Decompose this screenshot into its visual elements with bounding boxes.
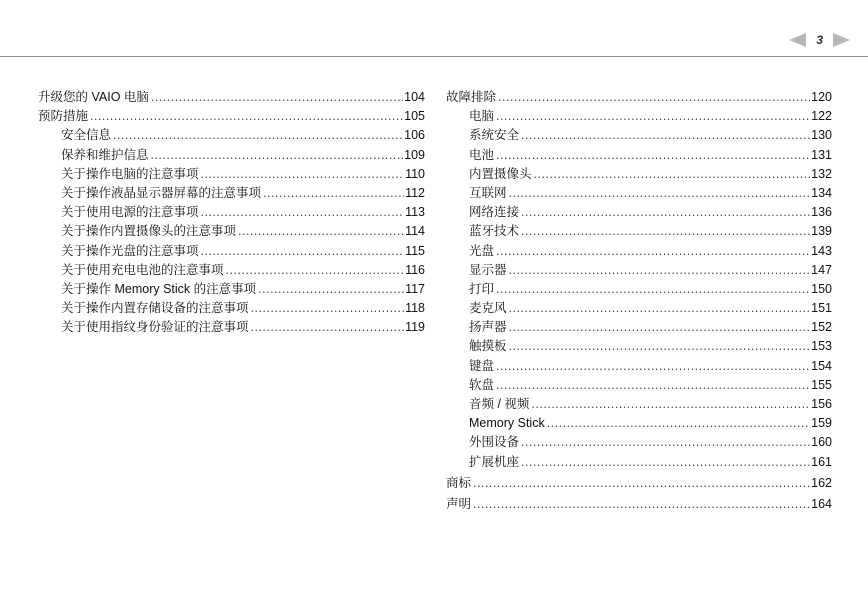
toc-entry-title: 电脑	[469, 109, 495, 124]
toc-entry-page: 115	[405, 243, 425, 258]
toc-entry-title: 电池	[469, 147, 495, 162]
toc-entry-title: 系统安全	[469, 128, 520, 143]
toc-entry-page: 160	[811, 435, 832, 450]
toc-entry[interactable]	[446, 414, 832, 433]
toc-entry-page: 105	[404, 109, 425, 124]
toc-entry-page: 151	[811, 301, 832, 316]
toc-dot-leader	[224, 261, 405, 280]
toc-dot-leader	[529, 395, 810, 414]
toc-entry[interactable]	[446, 184, 832, 203]
toc-dot-leader	[249, 299, 405, 318]
toc-entry-page: 110	[405, 166, 425, 181]
toc-dot-leader	[519, 222, 810, 241]
toc-entry-page: 132	[811, 166, 832, 181]
toc-entry[interactable]	[446, 433, 832, 452]
toc-dot-leader	[519, 453, 810, 472]
toc-dot-leader	[519, 126, 810, 145]
toc-entry-page: 114	[405, 224, 425, 239]
toc-dot-leader	[507, 337, 811, 356]
toc-entry-page: 150	[811, 281, 832, 296]
toc-dot-leader	[249, 318, 405, 337]
toc-entry-page: 134	[811, 185, 832, 200]
toc-entry[interactable]	[38, 242, 425, 261]
toc-dot-leader	[507, 318, 811, 337]
toc-entry-page: 155	[811, 377, 832, 392]
toc-dot-leader	[261, 184, 404, 203]
toc-entry[interactable]	[446, 165, 832, 184]
toc-dot-leader	[111, 126, 403, 145]
toc-dot-leader	[471, 495, 810, 514]
toc-entry-page: 122	[811, 109, 832, 124]
toc-entry[interactable]	[446, 242, 832, 261]
toc-entry-title: 麦克风	[469, 301, 507, 316]
toc-entry-title: 互联网	[469, 185, 507, 200]
previous-page-arrow-icon[interactable]	[789, 33, 806, 47]
toc-entry-page: 131	[811, 147, 832, 162]
toc-entry-title: 故障排除	[446, 90, 497, 104]
toc-entry-page: 143	[811, 243, 832, 258]
toc-entry[interactable]	[38, 165, 425, 184]
page-header	[0, 0, 868, 58]
page-number: 3	[816, 33, 823, 47]
toc-entry[interactable]	[38, 203, 425, 222]
toc-entry-title: 关于使用指纹身份验证的注意事项	[61, 320, 249, 335]
toc-entry[interactable]	[446, 280, 832, 299]
toc-entry-title: 关于使用电源的注意事项	[61, 205, 199, 220]
toc-entry[interactable]	[446, 126, 832, 145]
toc-dot-leader	[519, 433, 810, 452]
toc-entry[interactable]	[446, 146, 832, 165]
toc-entry-page: 156	[811, 397, 832, 411]
toc-entry-page: 130	[811, 128, 832, 143]
toc-entry-title: 关于操作 Memory Stick 的注意事项	[61, 281, 257, 296]
toc-entry-title: 关于操作内置存储设备的注意事项	[61, 301, 249, 316]
toc-entry[interactable]	[38, 222, 425, 241]
toc-entry-page: 152	[811, 320, 832, 335]
toc-entry-page: 153	[811, 339, 832, 354]
page-navigation	[789, 31, 850, 49]
toc-entry-title: 声明	[446, 496, 472, 511]
toc-dot-leader	[256, 280, 404, 299]
toc-dot-leader	[494, 107, 810, 126]
toc-dot-leader	[236, 222, 404, 241]
toc-dot-leader	[471, 474, 810, 493]
toc-entry[interactable]	[38, 299, 425, 318]
toc-entry[interactable]	[446, 474, 832, 493]
toc-dot-leader	[149, 88, 403, 107]
toc-entry-title: 升级您的 VAIO 电脑	[38, 90, 149, 104]
toc-dot-leader	[149, 146, 404, 165]
toc-entry-title: 音频 / 视频	[469, 397, 530, 411]
toc-dot-leader	[88, 107, 403, 126]
toc-entry-page: 112	[405, 185, 425, 200]
toc-entry-title: 触摸板	[469, 339, 507, 354]
toc-entry-title: 关于使用充电电池的注意事项	[61, 262, 224, 277]
toc-entry-title: 关于操作液晶显示器屏幕的注意事项	[61, 185, 262, 200]
toc-dot-leader	[494, 280, 810, 299]
toc-entry-title: 软盘	[469, 377, 495, 392]
toc-entry[interactable]	[446, 337, 832, 356]
toc-entry-title: 关于操作光盘的注意事项	[61, 243, 199, 258]
toc-dot-leader	[199, 242, 405, 261]
toc-entry-page: 119	[405, 320, 425, 335]
toc-entry-title: 安全信息	[61, 128, 112, 143]
toc-entry[interactable]	[446, 376, 832, 395]
toc-entry-title: Memory Stick	[469, 416, 545, 431]
toc-entry-title: 打印	[469, 281, 495, 296]
toc-dot-leader	[519, 203, 810, 222]
toc-entry-title: 网络连接	[469, 205, 520, 220]
toc-entry-page: 162	[811, 475, 832, 490]
toc-entry-title: 商标	[446, 475, 472, 490]
toc-entry[interactable]	[446, 357, 832, 376]
toc-entry-page: 116	[405, 262, 425, 277]
toc-entry[interactable]	[38, 107, 425, 126]
toc-dot-leader	[494, 146, 810, 165]
toc-entry[interactable]	[38, 280, 425, 299]
toc-dot-leader	[496, 88, 810, 107]
toc-entry-title: 显示器	[469, 262, 507, 277]
toc-entry-page: 154	[811, 358, 832, 373]
toc-entry-page: 164	[811, 496, 832, 511]
toc-entry-page: 109	[404, 147, 425, 162]
toc-column-left	[38, 88, 425, 337]
toc-entry[interactable]	[446, 107, 832, 126]
toc-entry-title: 扩展机座	[469, 454, 520, 469]
toc-entry[interactable]	[38, 88, 425, 107]
toc-entry[interactable]	[446, 299, 832, 318]
toc-entry-page: 159	[811, 416, 832, 431]
toc-dot-leader	[507, 261, 811, 280]
toc-dot-leader	[199, 165, 405, 184]
toc-entry-title: 蓝牙技术	[469, 224, 520, 239]
toc-entry-page: 104	[404, 90, 425, 104]
toc-entry[interactable]	[446, 318, 832, 337]
toc-entry-page: 161	[811, 454, 832, 469]
toc-entry-page: 117	[405, 281, 425, 296]
toc-entry[interactable]	[38, 318, 425, 337]
toc-column-right	[446, 88, 832, 514]
toc-entry-page: 120	[811, 90, 832, 104]
toc-entry-title: 扬声器	[469, 320, 507, 335]
toc-entry[interactable]	[446, 395, 832, 414]
toc-entry[interactable]	[446, 88, 832, 107]
toc-entry[interactable]	[38, 261, 425, 280]
toc-dot-leader	[494, 376, 810, 395]
toc-entry[interactable]	[446, 203, 832, 222]
toc-entry[interactable]	[38, 146, 425, 165]
toc-entry[interactable]	[38, 184, 425, 203]
toc-entry-title: 预防措施	[38, 109, 89, 124]
toc-entry-page: 136	[811, 205, 832, 220]
toc-entry-page: 113	[405, 205, 425, 220]
toc-entry-title: 关于操作内置摄像头的注意事项	[61, 224, 237, 239]
toc-dot-leader	[494, 357, 810, 376]
toc-entry-title: 内置摄像头	[469, 166, 532, 181]
next-page-arrow-icon[interactable]	[833, 33, 850, 47]
toc-entry-page: 139	[811, 224, 832, 239]
toc-dot-leader	[494, 242, 810, 261]
toc-entry[interactable]	[38, 126, 425, 145]
toc-entry-title: 保养和维护信息	[61, 147, 149, 162]
toc-entry-page: 147	[811, 262, 832, 277]
toc-entry-title: 关于操作电脑的注意事项	[61, 166, 199, 181]
toc-entry-title: 外围设备	[469, 435, 520, 450]
toc-entry-page: 106	[404, 128, 425, 143]
toc-entry[interactable]	[446, 261, 832, 280]
toc-entry[interactable]	[446, 495, 832, 514]
toc-dot-leader	[507, 299, 811, 318]
toc-entry-page: 118	[405, 301, 425, 316]
toc-entry[interactable]	[446, 222, 832, 241]
toc-dot-leader	[199, 203, 405, 222]
toc-entry-title: 键盘	[469, 358, 495, 373]
toc-dot-leader	[532, 165, 811, 184]
header-divider	[0, 56, 868, 57]
toc-dot-leader	[507, 184, 811, 203]
toc-dot-leader	[545, 414, 810, 433]
toc-entry-title: 光盘	[469, 243, 495, 258]
toc-entry[interactable]	[446, 453, 832, 472]
